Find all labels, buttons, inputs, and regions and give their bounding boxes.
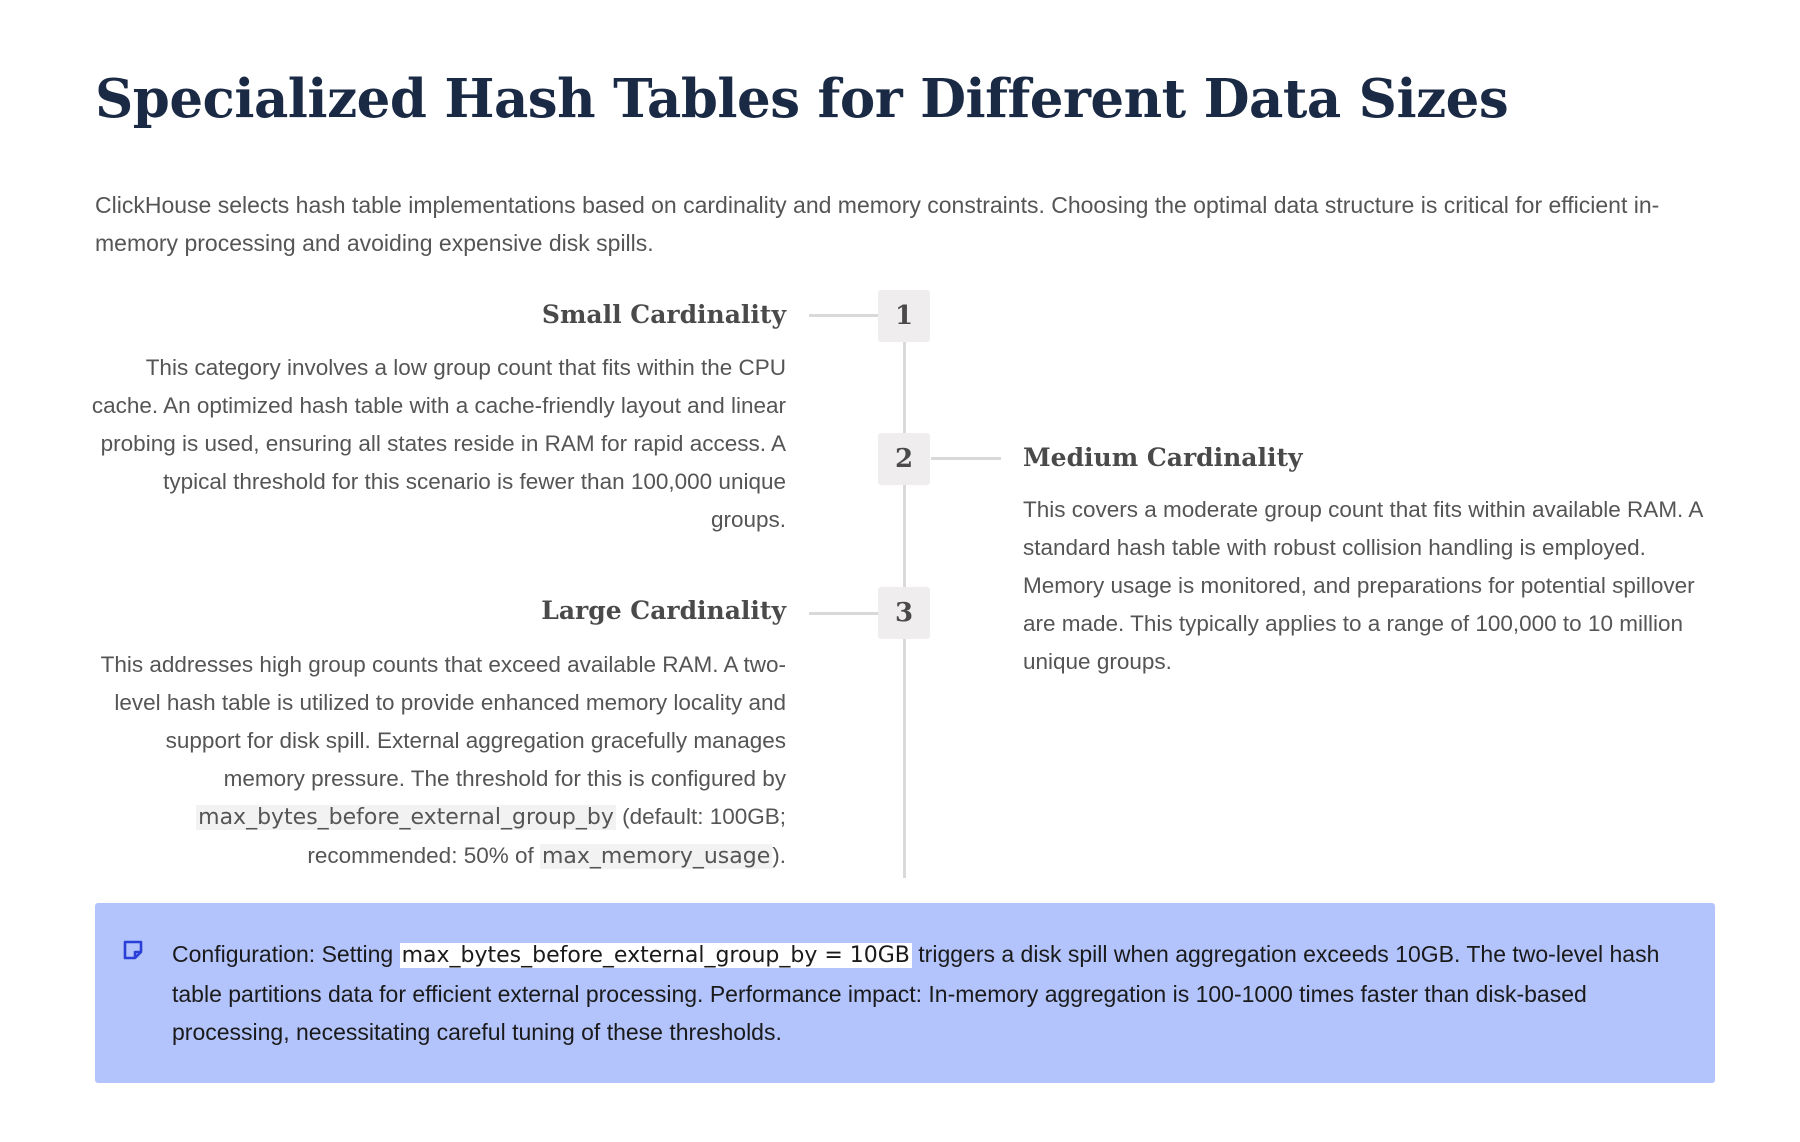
step3-text-3: ). (772, 843, 786, 868)
code-max-bytes-before-external-group-by: max_bytes_before_external_group_by (198, 805, 614, 830)
callout-suffix: triggers a disk spill when aggregation exceeds 10GB. The two-level hash table partitions data for efficient external processing. Performance impact: In-memory aggregation is 100-1000 times faster than disk-based processing, necessitating careful tuning of these thresholds. (172, 941, 1660, 1045)
timeline-connector-2 (931, 457, 1001, 460)
step-title-medium-cardinality: Medium Cardinality (1023, 443, 1303, 472)
page-title: Specialized Hash Tables for Different Data Sizes (95, 68, 1509, 130)
step-title-large-cardinality: Large Cardinality (541, 596, 786, 625)
step-title-small-cardinality: Small Cardinality (541, 300, 786, 329)
step-badge-3: 3 (878, 587, 930, 639)
step-body-medium-cardinality: This covers a moderate group count that fits within available RAM. A standard hash table with robust collision handling is employed. Memory usage is monitored, and preparations for potential spillover are made. This typically applies to a range of 100,000 to 10 million unique groups. (1023, 497, 1703, 674)
code-max-memory-usage: max_memory_usage (542, 844, 771, 869)
step-body-large-cardinality (86, 646, 786, 876)
callout-text (172, 935, 1692, 1051)
step3-text-2: (default: 100GB; recommended: 50% of (307, 804, 786, 868)
timeline-connector-3 (809, 612, 879, 615)
intro-paragraph: ClickHouse selects hash table implementations based on cardinality and memory constraints. Choosing the optimal data structure is critical for efficient in-memory processing and avoiding expensive disk spills. (95, 192, 1660, 256)
step-badge-2: 2 (878, 433, 930, 485)
timeline-connector-1 (809, 314, 879, 317)
callout-code: max_bytes_before_external_group_by = 10GB (401, 943, 910, 968)
step-body-small-cardinality: This category involves a low group count that fits within the CPU cache. An optimized hash table with a cache-friendly layout and linear probing is used, ensuring all states reside in RAM for rapid access. A typical threshold for this scenario is fewer than 100,000 unique groups. (91, 355, 786, 532)
note-icon (122, 939, 144, 961)
step-badge-1: 1 (878, 290, 930, 342)
callout-prefix: Configuration: Setting (172, 941, 400, 967)
configuration-callout (95, 903, 1715, 1083)
step3-text-1: This addresses high group counts that exceed available RAM. A two-level hash table is utilized to provide enhanced memory locality and support for disk spill. External aggregation gracefully manages memory pressure. The threshold for this is configured by (100, 652, 786, 791)
